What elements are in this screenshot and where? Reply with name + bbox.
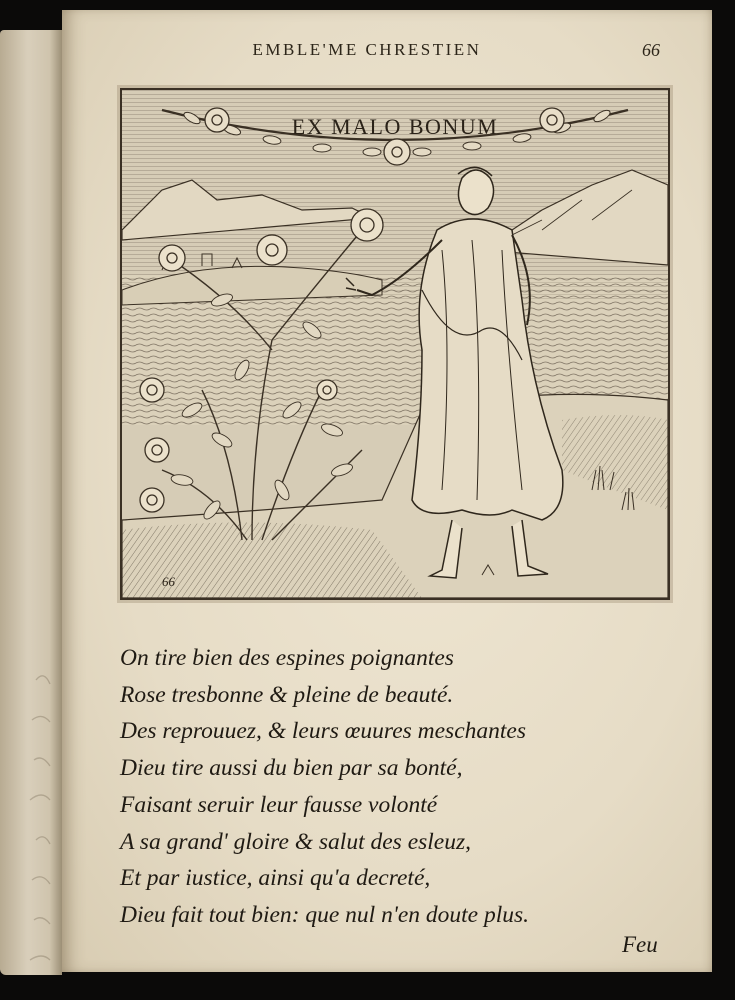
verse-line: Et par iustice, ainsi qu'a decreté, [120,865,431,892]
running-head: EMBLE'ME CHRESTIEN [252,40,482,59]
catchword: Feu [622,932,658,957]
verse-line: Faisant seruir leur fausse volonté [120,791,438,818]
plate-number: 66 [162,574,175,589]
verse-line: A sa grand' gloire & salut des esleuz, [120,828,471,855]
emblem-motto: EX MALO BONUM [291,114,499,139]
verse-line: Dieu tire aussi du bien par sa bonté, [120,755,463,782]
emblem-engraving [120,88,670,600]
emblem-verses [120,640,680,934]
book-page [62,10,712,972]
engraving-illustration [122,90,668,598]
verse-line: On tire bien des espines poignantes [120,645,454,671]
verse-line: Des reprouuez, & leurs œuures meschantes [120,718,526,745]
page-number: 66 [642,40,660,60]
figure-head [458,170,493,215]
verse-line: Rose tresbonne & pleine de beauté. [120,681,454,708]
show-through-text [6,650,56,980]
verse-line: Dieu fait tout bien: que nul n'en doute plus. [120,901,530,928]
facing-page-edge [0,30,62,975]
